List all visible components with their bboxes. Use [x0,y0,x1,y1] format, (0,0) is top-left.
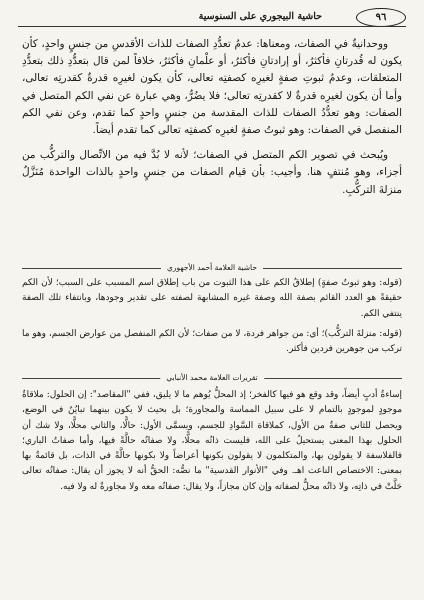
ajhouri-notes [22,276,402,362]
page-header [18,8,406,28]
commentary-heading: حاشية العلامة أحمد الأجهوري [161,262,263,274]
anbabi-notes [22,388,402,500]
note-paragraph: إساءةُ أدبٍ أيضاً، وقد وقع هو فيها كالفخر؛ إذ المحلُّ يُوهم ما لا يليق، ففي "المقاصد": إن الحلول: ملاقاةُ موجودٍ لموجودٍ بالتمام لا على سبيل المماسة والمجاورة؛ بل بحيث لا يكون بينهما تبايُنٌ في الوضع، ويحصل للثاني صفةٌ من الأول، كملاقاة السَّوادِ للجسم، ويسمَّى الأول: حالًّا، والثاني محلًّا، ولا شك أن الحلول بهذا المعنى يستحيلُ على الله، فليست ذاتُه محلًّا، ولا صفاتُه حالَّةً فيها، وأما صفاتُ الباري؛ فالفلاسفة لا يقولون بها، والمتكلمون لا يقولون بكونها أعراضاً ولا بكونها حالَّةً في الذات، بل قائمةٌ بها بمعنى: الاختصاص الناعت اهـ. وفي "الأنوار القدسية" ما نصُّه: الحقُّ أنه لا يجوز أن يقال: صفاتُه تعالى حَلَّتْ في ذاتِه، ولا ذاتُه محلٌّ لصفاته وإن كان مجازاً، ولا يقال: صفاتُه معه ولا مجاورةٌ له ولا فيه. [22,390,402,492]
commentary-divider-anbabi [22,372,402,384]
page-number: ٩٦ [356,8,406,27]
running-title: حاشية البيجوري على السنوسية [198,11,322,22]
note-paragraph: (قوله: منزلةَ التركُّب)؛ أي: من جواهر فردة، لا من صفات؛ لأن الكم المنفصل من عوارض الجسم، وهو ما تركب من جوهرين فردين فأكثر. [22,328,402,355]
header-rule [18,26,406,27]
commentary-divider-ajhouri [22,262,402,274]
commentary-heading: تقريرات العلامة محمد الأنبابي [160,372,264,384]
note-paragraph: (قوله: وهو ثبوتُ صفةٍ) إطلاقُ الكم على هذا الثبوت من باب إطلاق اسم المسبب على السبب؛ لأن الكم حقيقةً هو العدد القائم بصفة الله وصفة غيره المشابهة لصفته على تقدير وجودها، وبانتفاء تلك الصفة ينتفي الكم. [22,278,402,319]
main-paragraph: ويُبحث في تصوير الكم المتصل في الصفات؛ لأنه لا بُدَّ فيه من الاتِّصال والتركُّب من أجزاء، وهو مُنتفٍ هنا. وأجيب: بأن قيام الصفات من جنسٍ واحدٍ بالذات الواحدة مُنَزَّلٌ منزلةَ التركُّبِ. [22,149,402,196]
main-text [22,36,402,207]
main-paragraph: ووحدانيةٌ في الصفات، ومعناها: عدمُ تعدُّدِ الصفات للذات الأقدسِ من جنسٍ واحدٍ، كأن يكون له قُدرتانِ فأكثرُ، أو إرادتانِ فأكثرُ، أو علْمانِ فأكثرُ، خلافاً لمن قال بتعدُّدِ ذلك بتعدُّدِ المتعلقات، وعدمُ ثبوتِ صفةٍ لغيرِه كصفتِه تعالى، كأن يكون لغيرِه قدرةٌ كقدرتِه تعالى، وأما أن يكون لغيرِه قدرةٌ لا كقدرتِه تعالى؛ فلا يضُرُّ، وهي عبارة عن نفي الكم المتصل في الصفات: وهو تعدُّدُ الصفات للذات المقدسة من جنسٍ واحدٍ كما تقدم، وعن نفي الكم المنفصل في الصفات: وهو ثبوتُ صفةٍ لغيرِه كصفتِه تعالى كما تقدم أيضاً. [22,38,402,137]
